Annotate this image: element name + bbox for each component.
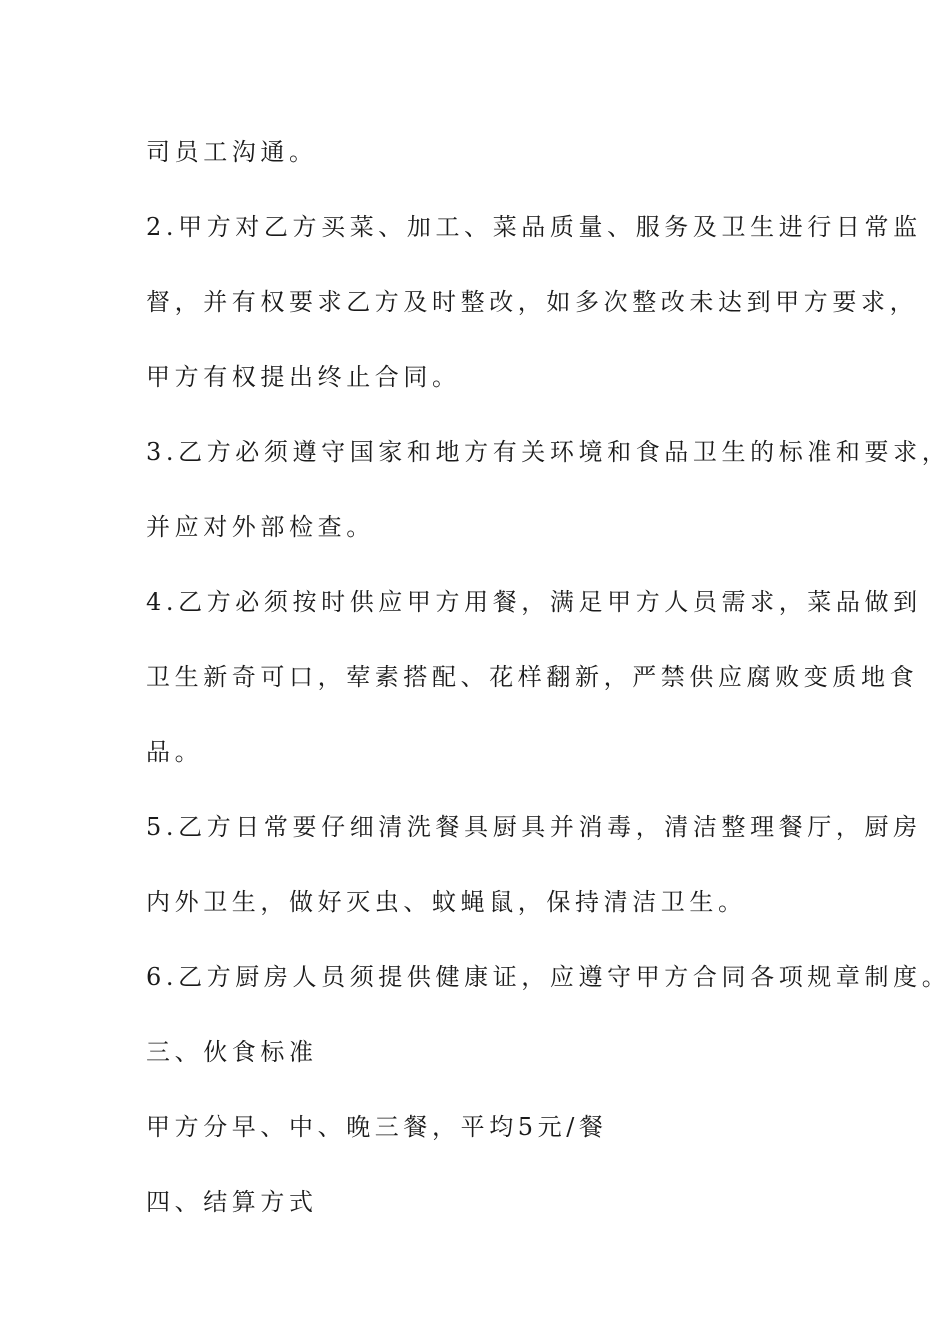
section-heading-settlement: 四、结算方式 [146, 1188, 318, 1216]
clause-6-line-1: 6.乙方厨房人员须提供健康证，应遵守甲方合同各项规章制度。 [146, 963, 950, 991]
clause-3-line-1: 3.乙方必须遵守国家和地方有关环境和食品卫生的标准和要求， [146, 438, 950, 466]
clause-5-line-1: 5.乙方日常要仔细清洗餐具厨具并消毒，清洁整理餐厅，厨房 [146, 813, 922, 841]
text-line: 司员工沟通。 [146, 138, 318, 166]
clause-2-line-1: 2.甲方对乙方买菜、加工、菜品质量、服务及卫生进行日常监 [146, 213, 922, 241]
clause-2-line-3: 甲方有权提出终止合同。 [146, 363, 461, 391]
clause-5-line-2: 内外卫生，做好灭虫、蚊蝇鼠，保持清洁卫生。 [146, 888, 747, 916]
clause-4-line-2: 卫生新奇可口，荤素搭配、花样翻新，严禁供应腐败变质地食 [146, 663, 919, 691]
clause-4-line-1: 4.乙方必须按时供应甲方用餐，满足甲方人员需求，菜品做到 [146, 588, 922, 616]
meal-standard-text: 甲方分早、中、晚三餐，平均5元/餐 [146, 1113, 608, 1141]
section-heading-meal-standard: 三、伙食标准 [146, 1038, 318, 1066]
clause-3-line-2: 并应对外部检查。 [146, 513, 375, 541]
clause-4-line-3: 品。 [146, 738, 204, 766]
clause-2-line-2: 督，并有权要求乙方及时整改，如多次整改未达到甲方要求， [146, 288, 919, 316]
